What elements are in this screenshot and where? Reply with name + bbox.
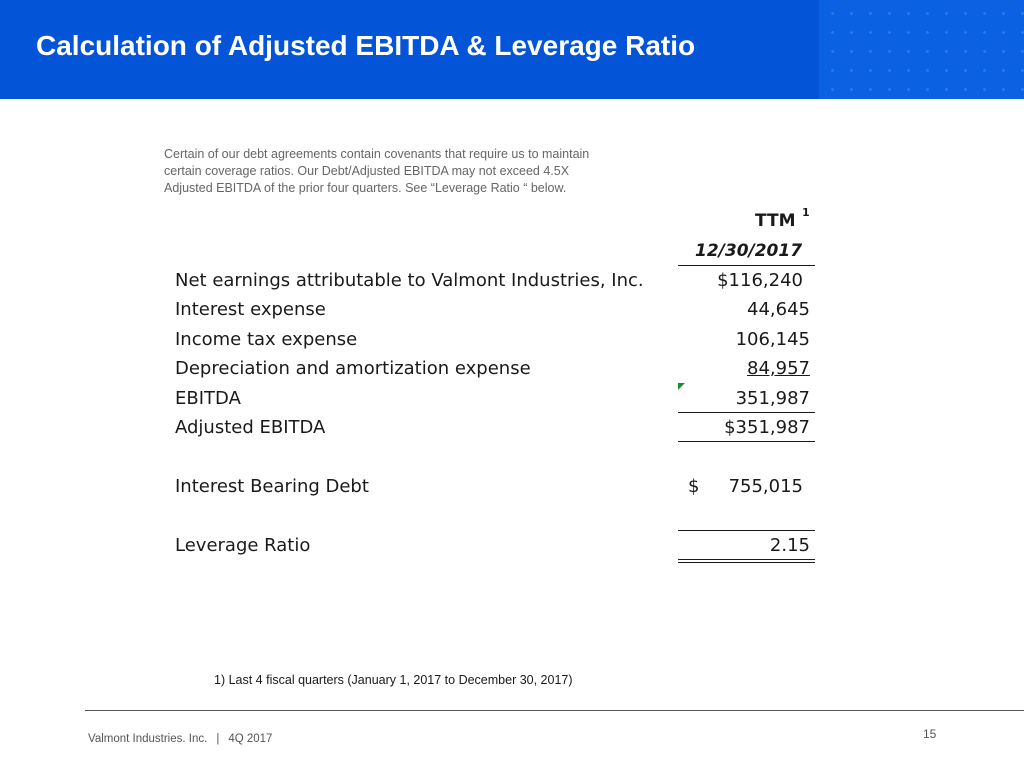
row-value-adjusted-ebitda: $351,987 bbox=[724, 417, 810, 438]
header-banner bbox=[0, 0, 1024, 99]
footer-period: 4Q 2017 bbox=[228, 733, 273, 745]
row-value-net-earnings: $116,240 bbox=[717, 270, 803, 291]
ebitda-underline bbox=[678, 412, 815, 413]
row-label-income-tax: Income tax expense bbox=[175, 329, 358, 350]
row-currency-debt: $ bbox=[688, 476, 700, 497]
page-title: Calculation of Adjusted EBITDA & Leverage Ratio bbox=[36, 30, 696, 61]
column-header-superscript: 1 bbox=[802, 206, 810, 219]
intro-paragraph bbox=[164, 146, 664, 197]
page-number: 15 bbox=[923, 727, 937, 741]
cell-comment-marker bbox=[678, 383, 685, 390]
row-label-interest-expense: Interest expense bbox=[175, 299, 326, 320]
row-label-leverage-ratio: Leverage Ratio bbox=[175, 535, 311, 556]
row-label-depreciation: Depreciation and amortization expense bbox=[175, 358, 531, 379]
intro-line: certain coverage ratios. Our Debt/Adjusted EBITDA may not exceed 4.5X bbox=[164, 164, 570, 178]
row-label-net-earnings: Net earnings attributable to Valmont Industries, Inc. bbox=[175, 270, 644, 291]
footnote: 1) Last 4 fiscal quarters (January 1, 2017 to December 30, 2017) bbox=[214, 673, 573, 687]
leverage-overline bbox=[678, 530, 815, 531]
footer-company: Valmont Industries. Inc. bbox=[88, 733, 208, 745]
row-label-ebitda: EBITDA bbox=[175, 388, 241, 409]
footer-separator: | bbox=[216, 733, 220, 745]
row-label-interest-bearing-debt: Interest Bearing Debt bbox=[175, 476, 369, 497]
row-value-ebitda: 351,987 bbox=[735, 388, 810, 409]
header-underline bbox=[678, 265, 815, 266]
leverage-double-underline bbox=[678, 559, 815, 563]
footer-divider bbox=[85, 710, 1024, 711]
column-header-ttm: TTM bbox=[755, 211, 796, 231]
row-label-adjusted-ebitda: Adjusted EBITDA bbox=[175, 417, 326, 438]
intro-line: Adjusted EBITDA of the prior four quarters. See “Leverage Ratio “ below. bbox=[164, 181, 567, 195]
row-value-interest-bearing-debt: 755,015 bbox=[728, 476, 803, 497]
adjusted-ebitda-underline bbox=[678, 441, 815, 442]
row-value-income-tax: 106,145 bbox=[735, 329, 810, 350]
footer-info bbox=[88, 733, 272, 745]
row-value-leverage-ratio: 2.15 bbox=[769, 535, 810, 556]
row-value-interest-expense: 44,645 bbox=[747, 299, 810, 320]
column-header-period: 12/30/2017 bbox=[695, 241, 803, 261]
intro-line: Certain of our debt agreements contain covenants that require us to maintain bbox=[164, 147, 590, 161]
dot-pattern-decoration bbox=[819, 0, 1024, 99]
row-value-depreciation: 84,957 bbox=[747, 358, 810, 379]
